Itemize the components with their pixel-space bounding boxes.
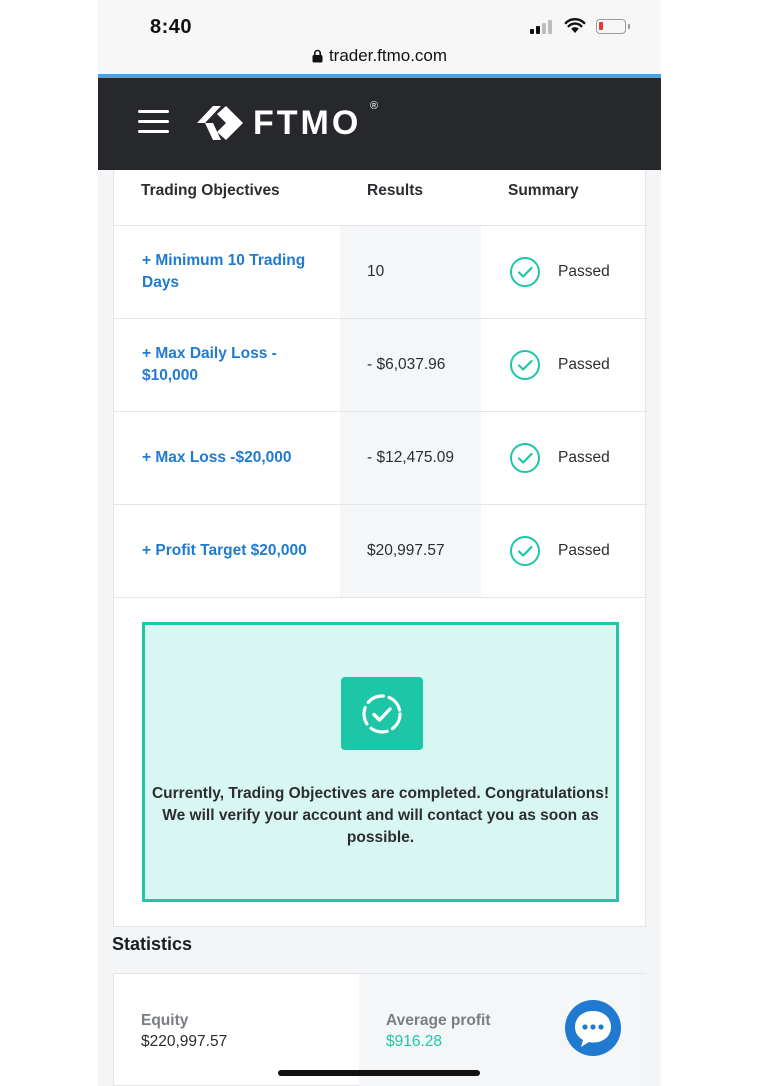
dashed-check-icon	[358, 690, 406, 738]
objectives-completed-box	[142, 622, 619, 902]
average-profit-label: Average profit	[386, 1012, 491, 1029]
status-bar	[98, 0, 661, 76]
home-indicator[interactable]	[278, 1070, 480, 1076]
objective-summary	[481, 505, 647, 597]
objective-result: 10	[340, 226, 481, 318]
top-navigation	[98, 78, 661, 170]
objective-link[interactable]: + Max Daily Loss - $10,000	[142, 345, 277, 384]
phone-screen	[98, 0, 661, 1086]
chat-bubble-icon[interactable]	[562, 1000, 625, 1057]
objective-result: - $12,475.09	[340, 412, 481, 504]
objective-link[interactable]: + Max Loss -$20,000	[142, 449, 292, 466]
table-row	[114, 412, 647, 505]
objectives-table-header	[114, 170, 647, 226]
objective-result: - $6,037.96	[340, 319, 481, 411]
success-badge	[341, 677, 423, 750]
brand-name[interactable]: FTMO	[253, 104, 362, 142]
equity-value: $220,997.57	[141, 1033, 228, 1050]
signal-icon	[530, 20, 556, 34]
objective-result: $20,997.57	[340, 505, 481, 597]
objective-summary	[481, 412, 647, 504]
status-text: Passed	[558, 356, 610, 373]
objectives-card	[113, 170, 646, 927]
address-bar[interactable]	[98, 46, 661, 66]
table-row	[114, 319, 647, 412]
success-message: Currently, Trading Objectives are completed. Congratulations! We will verify your account and will contact you as soon as possible.	[151, 785, 610, 846]
status-text: Passed	[558, 263, 610, 280]
equity-label: Equity	[141, 1012, 189, 1029]
objective-link[interactable]: + Profit Target $20,000	[142, 542, 307, 559]
check-circle-icon	[509, 535, 541, 567]
table-row	[114, 226, 647, 319]
check-circle-icon	[509, 256, 541, 288]
ftmo-logo-icon[interactable]	[193, 100, 245, 146]
statistics-title: Statistics	[112, 934, 193, 954]
objective-summary	[481, 226, 647, 318]
objective-summary	[481, 319, 647, 411]
clock: 8:40	[150, 16, 193, 38]
objective-link[interactable]: + Minimum 10 Trading Days	[142, 252, 306, 291]
registered-mark: ®	[370, 100, 379, 112]
check-circle-icon	[509, 442, 541, 474]
table-row	[114, 505, 647, 598]
header-summary: Summary	[508, 182, 579, 199]
header-results: Results	[367, 182, 423, 199]
lock-icon	[312, 49, 323, 63]
header-objectives: Trading Objectives	[141, 182, 280, 199]
status-text: Passed	[558, 542, 610, 559]
battery-icon	[596, 19, 626, 34]
check-circle-icon	[509, 349, 541, 381]
url-text: trader.ftmo.com	[328, 46, 448, 65]
wifi-icon	[564, 17, 586, 34]
hamburger-icon[interactable]	[138, 110, 169, 134]
average-profit-value: $916.28	[386, 1033, 443, 1050]
status-text: Passed	[558, 449, 610, 466]
